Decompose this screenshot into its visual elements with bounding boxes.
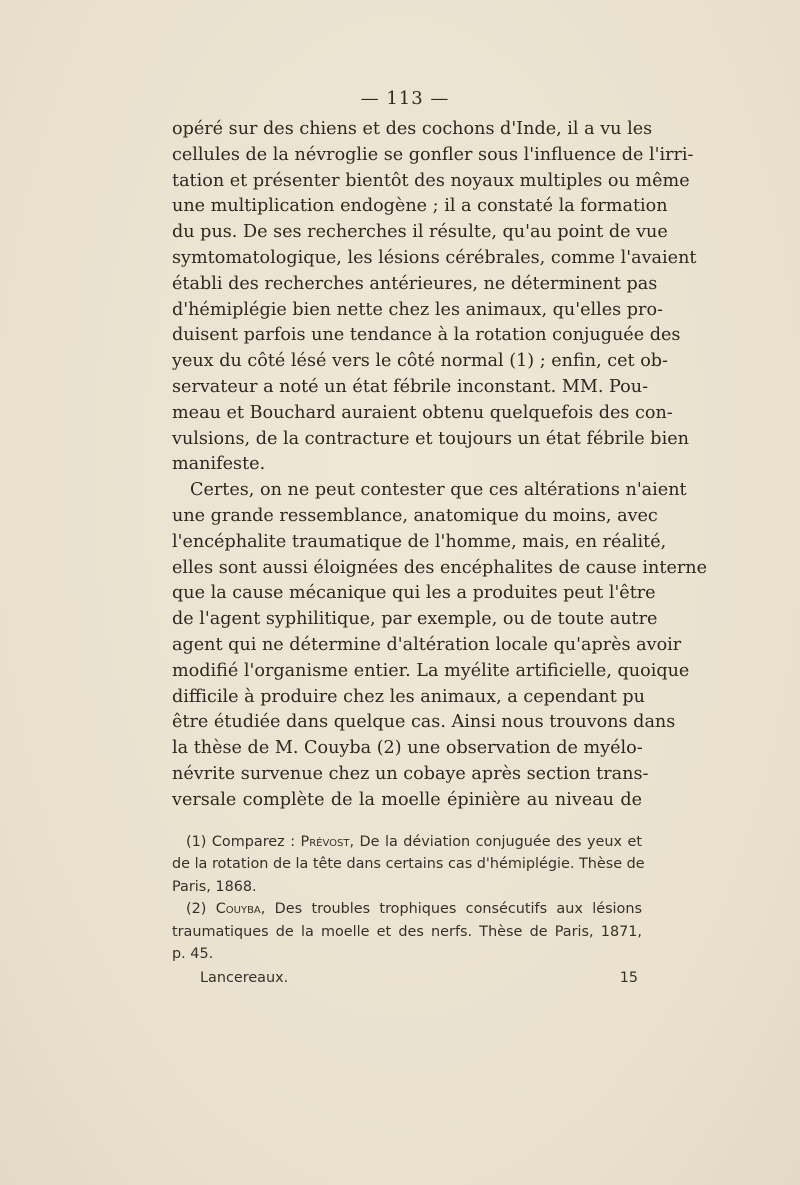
text-line: une multiplication endogène ; il a constaté la formation xyxy=(172,196,668,217)
text-line: symtomatologique, les lésions cérébrales, comme l'avaient xyxy=(172,247,697,268)
text-line: elles sont aussi éloignées des encéphalites de cause interne xyxy=(172,557,708,578)
text-line: de l'agent syphilitique, par exemple, ou de toute autre xyxy=(172,609,658,630)
text-line: une grande ressemblance, anatomique du moins, avec xyxy=(172,505,658,526)
text-line: yeux du côté lésé vers le côté normal (1) ; enfin, cet ob- xyxy=(172,351,668,372)
footnote-2-text: , Des troubles trophiques consécutifs aux lésions xyxy=(260,901,642,918)
text-line: meau et Bouchard auraient obtenu quelquefois des con- xyxy=(172,402,673,423)
page-number: — 113 — xyxy=(360,88,450,109)
text-line: agent qui ne détermine d'altération locale qu'après avoir xyxy=(172,634,682,655)
footnote-1-line: Paris, 1868. xyxy=(172,878,257,895)
text-line: d'hémiplégie bien nette chez les animaux, qu'elles pro- xyxy=(172,299,663,320)
text-line: versale complète de la moelle épinière au niveau de xyxy=(172,789,642,810)
text-line: manifeste. xyxy=(172,454,266,475)
footnotes xyxy=(172,831,645,965)
text-line: établi des recherches antérieures, ne déterminent pas xyxy=(172,273,658,294)
body-text xyxy=(172,117,708,814)
text-line: duisent parfois une tendance à la rotation conjuguée des xyxy=(172,325,681,346)
footnote-2-line: p. 45. xyxy=(172,945,214,962)
text-line: du pus. De ses recherches il résulte, qu'au point de vue xyxy=(172,222,668,243)
text-line: cellules de la névroglie se gonfler sous l'influence de l'irri- xyxy=(172,144,694,165)
footnote-2-author: Couyba xyxy=(215,901,261,918)
text-line: tation et présenter bientôt des noyaux multiples ou même xyxy=(172,170,690,191)
text-line: Certes, on ne peut contester que ces altérations n'aient xyxy=(190,480,687,501)
text-line: modifié l'organisme entier. La myélite artificielle, quoique xyxy=(172,660,690,681)
text-line: l'encéphalite traumatique de l'homme, mais, en réalité, xyxy=(172,531,667,552)
footnote-1-line xyxy=(172,831,642,853)
text-line: servateur a noté un état fébrile inconstant. MM. Pou- xyxy=(172,376,649,397)
footnote-1-line: de la rotation de la tête dans certains cas d'hémiplégie. Thèse de xyxy=(172,856,645,873)
footnote-1-marker: (1) Comparez : xyxy=(186,834,301,850)
footnote-2-marker: (2) xyxy=(186,901,216,918)
footnote-1-author: Prévost xyxy=(300,834,350,850)
text-line: que la cause mécanique qui les a produites peut l'être xyxy=(172,583,656,604)
text-line: névrite survenue chez un cobaye après section trans- xyxy=(172,763,649,784)
footnote-1-text: , De la déviation conjuguée des yeux et xyxy=(349,834,642,850)
footnote-2-line: traumatiques de la moelle et des nerfs. Thèse de Paris, 1871, xyxy=(172,923,642,940)
text-line: vulsions, de la contracture et toujours un état fébrile bien xyxy=(172,428,689,449)
signature-name: Lancereaux. xyxy=(200,970,289,986)
text-line: être étudiée dans quelque cas. Ainsi nous trouvons dans xyxy=(172,712,676,733)
signature-sheet-number: 15 xyxy=(619,970,638,986)
text-line: opéré sur des chiens et des cochons d'Inde, il a vu les xyxy=(172,119,653,139)
text-line: difficile à produire chez les animaux, a cependant pu xyxy=(172,686,645,707)
footnote-2-line xyxy=(172,898,642,920)
text-line: la thèse de M. Couyba (2) une observation de myélo- xyxy=(172,738,643,759)
